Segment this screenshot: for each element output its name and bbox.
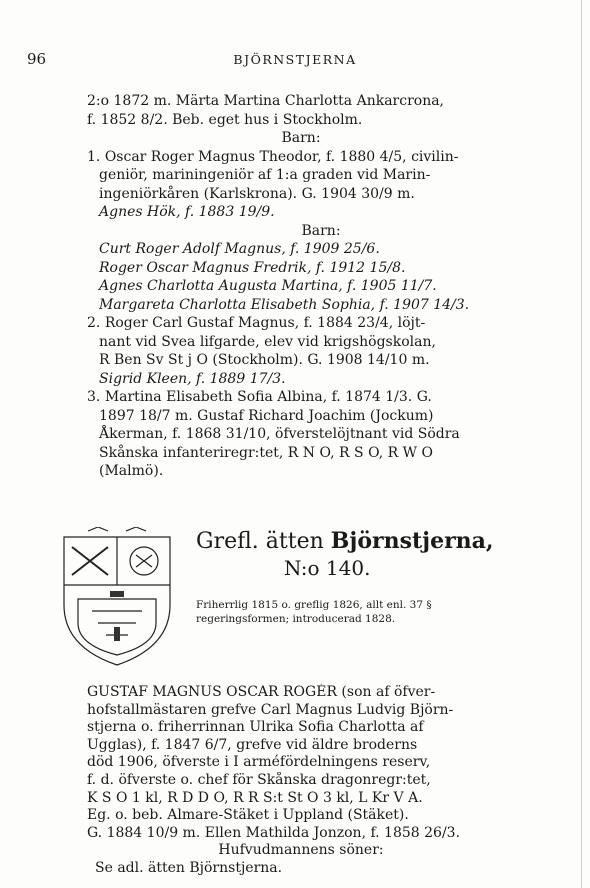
coat-of-arms-icon xyxy=(58,527,176,669)
child-entry: Margareta Charlotta Elisabeth Sophia, f. 1907 14/3. xyxy=(99,296,470,313)
section-head-of-family xyxy=(87,684,575,878)
text-line: Se adl. ätten Björnstjerna. xyxy=(95,859,283,876)
text-line: ingeniörkåren (Karlskrona). G. 1904 30/9 m. xyxy=(99,185,415,202)
section-continued-entries xyxy=(87,92,575,481)
page-number: 96 xyxy=(27,50,47,68)
text-line: 1. Oscar Roger Magnus Theodor, f. 1880 4/5, civilin- xyxy=(87,148,459,165)
subheading-sons: Hufvudmannens söner: xyxy=(218,842,384,859)
text-line: 3. Martina Elisabeth Sofia Albina, f. 1874 1/3. G. xyxy=(87,389,432,405)
child-entry: Roger Oscar Magnus Fredrik, f. 1912 15/8. xyxy=(99,259,406,276)
running-head: BJÖRNSTJERNA xyxy=(233,52,357,67)
text-line: stjerna o. friherrinnan Ulrika Sofia Charlotta af xyxy=(87,719,424,736)
child-entry: Curt Roger Adolf Magnus, f. 1909 25/6. xyxy=(99,241,380,257)
page-header xyxy=(0,50,590,72)
text-line: Eg. o. beb. Almare-Stäket i Uppland (Stäket). xyxy=(87,807,409,824)
text-line: G. 1884 10/9 m. Ellen Mathilda Jonzon, f. 1858 26/3. xyxy=(87,824,461,841)
text-line: R Ben Sv St j O (Stockholm). G. 1908 14/10 m. xyxy=(99,352,430,368)
text-line: K S O 1 kl, R D D O, R R S:t St O 3 kl, L Kr V A. xyxy=(87,789,423,806)
text-line: geniör, mariningeniör af 1:a graden vid Marin- xyxy=(99,167,431,183)
subheading-barn: Barn: xyxy=(301,222,341,239)
child-entry: Agnes Charlotta Augusta Martina, f. 1905 11/7. xyxy=(99,278,437,294)
family-note: Friherrlig 1815 o. greflig 1826, allt enl. 37 § regeringsformen; introducerad 1828. xyxy=(196,599,432,625)
text-line: hofstallmästaren grefve Carl Magnus Ludvig Björn- xyxy=(87,701,454,718)
text-line: (Malmö). xyxy=(99,463,164,479)
text-line: f. 1852 8/2. Beb. eget hus i Stockholm. xyxy=(87,111,363,128)
text-line: Ugglas), f. 1847 6/7, grefve vid äldre broderns xyxy=(87,736,418,753)
text-line: GUSTAF MAGNUS OSCAR ROGÉR (son af öfver- xyxy=(87,684,436,700)
text-line: 1897 18/7 m. Gustaf Richard Joachim (Jockum) xyxy=(99,407,434,424)
family-number: N:o 140. xyxy=(284,556,371,580)
subheading-barn: Barn: xyxy=(281,130,321,146)
text-line: död 1906, öfverste i I arméfördelningens reserv, xyxy=(87,754,431,771)
family-title: Grefl. ätten Björnstjerna, xyxy=(196,528,494,554)
text-line: nant vid Svea lifgarde, elev vid krigshögskolan, xyxy=(99,333,436,350)
text-line: Agnes Hök, f. 1883 19/9. xyxy=(99,204,275,220)
text-line: 2. Roger Carl Gustaf Magnus, f. 1884 23/4, löjt- xyxy=(87,315,426,331)
text-line: Åkerman, f. 1868 31/10, öfverstelöjtnant vid Södra xyxy=(99,426,460,442)
text-line: 2:o 1872 m. Märta Martina Charlotta Ankarcrona, xyxy=(87,93,445,109)
page-edge xyxy=(581,0,582,888)
text-line: Skånska infanteriregr:tet, R N O, R S O, R W O xyxy=(99,444,433,461)
text-line: f. d. öfverste o. chef för Skånska dragonregr:tet, xyxy=(87,771,431,788)
text-line: Sigrid Kleen, f. 1889 17/3. xyxy=(99,370,286,387)
